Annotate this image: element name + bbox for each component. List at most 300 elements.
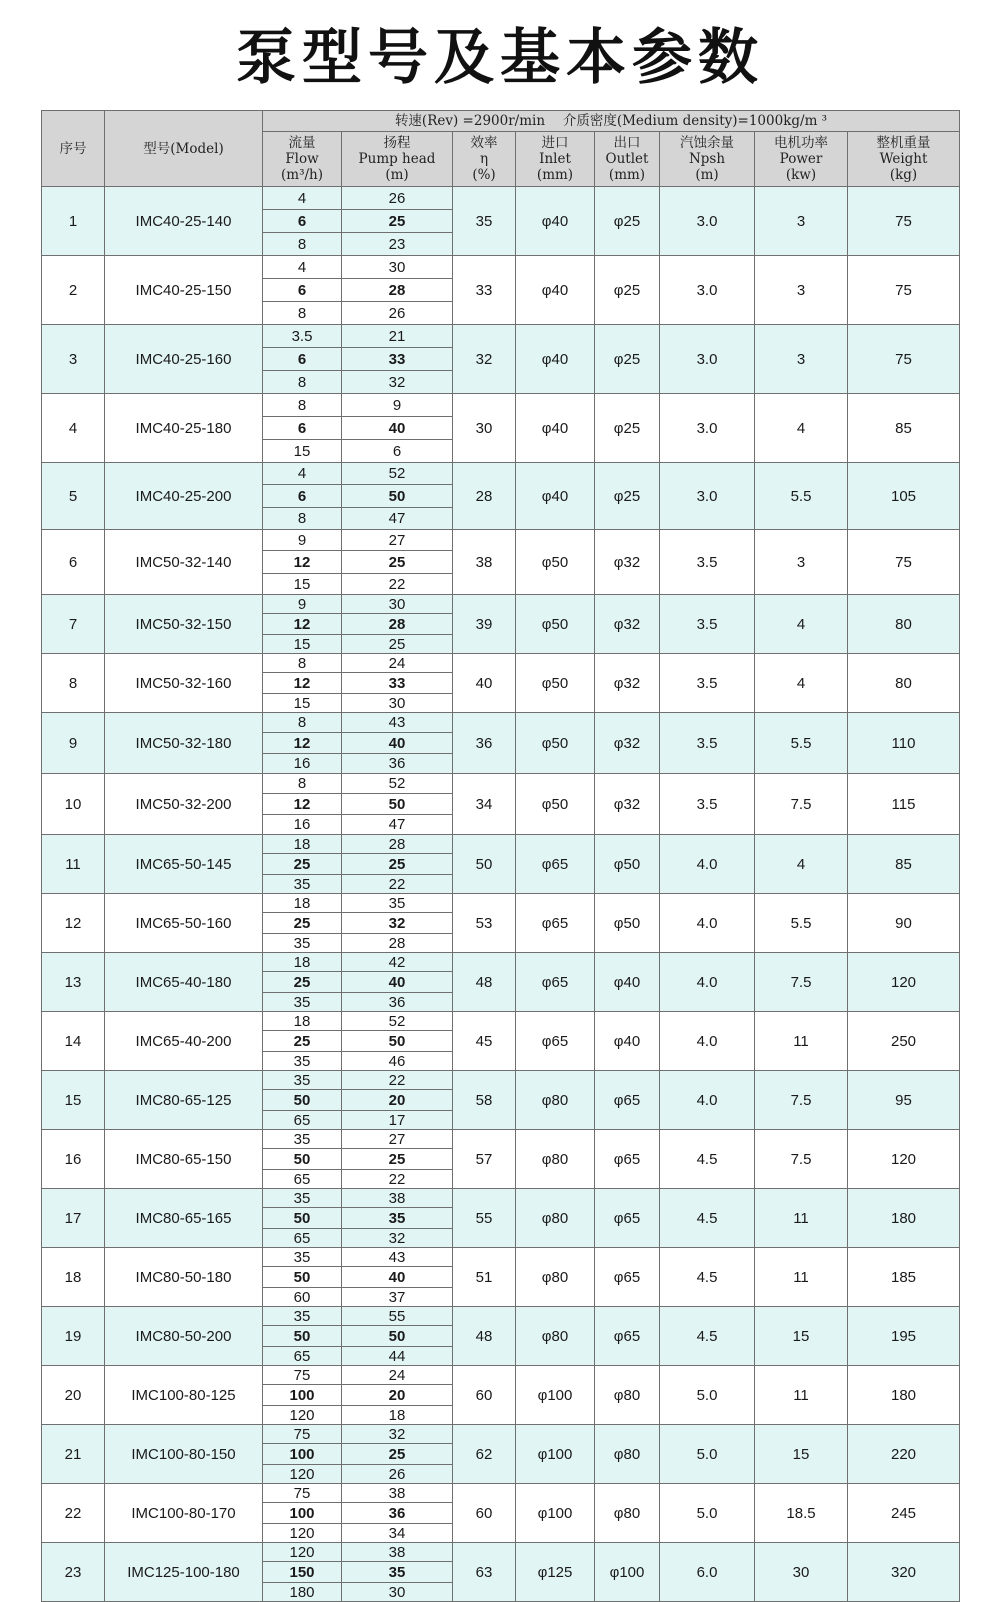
cell-flow: 120 — [263, 1543, 342, 1562]
header-weight-line: (kg) — [889, 167, 918, 183]
cell-head: 26 — [342, 187, 453, 210]
cell-flow: 100 — [263, 1444, 342, 1465]
cell-efficiency: 40 — [453, 654, 516, 713]
header-flow-line: 流量 — [288, 135, 316, 151]
cell-head: 55 — [342, 1307, 453, 1326]
cell-model: IMC50-32-150 — [105, 595, 263, 654]
header-outlet — [595, 132, 660, 187]
cell-power: 7.5 — [755, 953, 848, 1012]
cell-model: IMC100-80-150 — [105, 1425, 263, 1484]
cell-power: 7.5 — [755, 1130, 848, 1189]
cell-head: 40 — [342, 417, 453, 440]
cell-power: 3 — [755, 325, 848, 394]
cell-head: 50 — [342, 1031, 453, 1052]
cell-efficiency: 55 — [453, 1189, 516, 1248]
cell-outlet: φ65 — [595, 1307, 660, 1366]
header-outlet-line: Outlet — [605, 151, 649, 167]
cell-head: 50 — [342, 794, 453, 815]
cell-power: 3 — [755, 256, 848, 325]
cell-flow: 12 — [263, 733, 342, 754]
cell-model: IMC65-50-145 — [105, 835, 263, 894]
cell-head: 42 — [342, 953, 453, 972]
cell-power: 5.5 — [755, 894, 848, 953]
cell-power: 7.5 — [755, 774, 848, 835]
cell-outlet: φ40 — [595, 953, 660, 1012]
cell-head: 28 — [342, 279, 453, 302]
header-inlet-line: (mm) — [536, 167, 574, 183]
cell-inlet: φ40 — [516, 394, 595, 463]
cell-no: 3 — [42, 325, 105, 394]
header-eff-line: 效率 — [470, 135, 498, 151]
cell-model: IMC125-100-180 — [105, 1543, 263, 1602]
cell-flow: 25 — [263, 854, 342, 875]
cell-efficiency: 58 — [453, 1071, 516, 1130]
header-outlet-line: (mm) — [608, 167, 646, 183]
cell-flow: 60 — [263, 1288, 342, 1307]
cell-power: 7.5 — [755, 1071, 848, 1130]
cell-flow: 6 — [263, 485, 342, 508]
cell-flow: 50 — [263, 1208, 342, 1229]
cell-npsh: 3.5 — [660, 713, 755, 774]
cell-head: 20 — [342, 1090, 453, 1111]
cell-head: 24 — [342, 1366, 453, 1385]
table-row — [42, 1366, 960, 1385]
cell-flow: 25 — [263, 913, 342, 934]
cell-weight: 75 — [848, 256, 960, 325]
cell-flow: 4 — [263, 463, 342, 485]
cell-outlet: φ50 — [595, 835, 660, 894]
cell-flow: 8 — [263, 774, 342, 794]
cell-npsh: 4.5 — [660, 1248, 755, 1307]
cell-flow: 8 — [263, 713, 342, 733]
cell-head: 32 — [342, 1229, 453, 1248]
cell-outlet: φ40 — [595, 1012, 660, 1071]
cell-efficiency: 39 — [453, 595, 516, 654]
cell-head: 36 — [342, 754, 453, 774]
cell-flow: 35 — [263, 1189, 342, 1208]
cell-no: 12 — [42, 894, 105, 953]
cell-no: 23 — [42, 1543, 105, 1602]
table-row — [42, 595, 960, 614]
cell-npsh: 4.0 — [660, 894, 755, 953]
cell-head: 22 — [342, 875, 453, 894]
table-row — [42, 1071, 960, 1090]
cell-flow: 9 — [263, 530, 342, 551]
header-npsh-line: 汽蚀余量 — [680, 135, 734, 151]
cell-no: 8 — [42, 654, 105, 713]
cell-npsh: 4.5 — [660, 1130, 755, 1189]
cell-power: 5.5 — [755, 463, 848, 530]
cell-model: IMC50-32-140 — [105, 530, 263, 595]
header-npsh — [660, 132, 755, 187]
cell-npsh: 3.5 — [660, 530, 755, 595]
cell-efficiency: 60 — [453, 1366, 516, 1425]
cell-npsh: 5.0 — [660, 1484, 755, 1543]
cell-model: IMC50-32-200 — [105, 774, 263, 835]
cell-head: 32 — [342, 371, 453, 394]
header-power-line: 电机功率 — [774, 135, 828, 151]
cell-head: 26 — [342, 1465, 453, 1484]
cell-inlet: φ50 — [516, 774, 595, 835]
cell-flow: 8 — [263, 508, 342, 530]
cell-weight: 250 — [848, 1012, 960, 1071]
cell-weight: 120 — [848, 953, 960, 1012]
cell-head: 38 — [342, 1484, 453, 1503]
cell-inlet: φ100 — [516, 1425, 595, 1484]
cell-no: 2 — [42, 256, 105, 325]
cell-flow: 6 — [263, 348, 342, 371]
cell-outlet: φ25 — [595, 256, 660, 325]
cell-no: 1 — [42, 187, 105, 256]
cell-power: 18.5 — [755, 1484, 848, 1543]
cell-flow: 65 — [263, 1347, 342, 1366]
cell-flow: 8 — [263, 371, 342, 394]
cell-flow: 35 — [263, 875, 342, 894]
cell-efficiency: 36 — [453, 713, 516, 774]
cell-head: 43 — [342, 713, 453, 733]
cell-no: 13 — [42, 953, 105, 1012]
cell-head: 22 — [342, 1071, 453, 1090]
cell-flow: 3.5 — [263, 325, 342, 348]
header-weight-line: 整机重量 — [876, 135, 931, 151]
cell-flow: 9 — [263, 595, 342, 614]
cell-outlet: φ80 — [595, 1366, 660, 1425]
table-row — [42, 256, 960, 279]
cell-flow: 6 — [263, 417, 342, 440]
cell-flow: 12 — [263, 673, 342, 694]
cell-flow: 12 — [263, 614, 342, 635]
table-row — [42, 530, 960, 551]
cell-flow: 16 — [263, 754, 342, 774]
cell-model: IMC80-65-125 — [105, 1071, 263, 1130]
table-row — [42, 1307, 960, 1326]
cell-npsh: 4.0 — [660, 1012, 755, 1071]
cell-head: 36 — [342, 993, 453, 1012]
cell-model: IMC50-32-160 — [105, 654, 263, 713]
header-inlet-line: Inlet — [539, 151, 571, 167]
cell-npsh: 5.0 — [660, 1366, 755, 1425]
cell-flow: 65 — [263, 1111, 342, 1130]
cell-inlet: φ40 — [516, 187, 595, 256]
header-weight — [848, 132, 960, 187]
cell-outlet: φ25 — [595, 463, 660, 530]
table-row — [42, 894, 960, 913]
header-head-line: 扬程 — [383, 135, 411, 151]
cell-efficiency: 62 — [453, 1425, 516, 1484]
cell-flow: 50 — [263, 1090, 342, 1111]
cell-head: 30 — [342, 595, 453, 614]
cell-flow: 65 — [263, 1229, 342, 1248]
cell-inlet: φ80 — [516, 1130, 595, 1189]
cell-model: IMC50-32-180 — [105, 713, 263, 774]
cell-head: 46 — [342, 1052, 453, 1071]
cell-flow: 4 — [263, 256, 342, 279]
cell-power: 30 — [755, 1543, 848, 1602]
cell-no: 14 — [42, 1012, 105, 1071]
cell-no: 20 — [42, 1366, 105, 1425]
cell-flow: 75 — [263, 1366, 342, 1385]
cell-weight: 180 — [848, 1366, 960, 1425]
cell-model: IMC65-40-180 — [105, 953, 263, 1012]
cell-no: 10 — [42, 774, 105, 835]
header-eff-line: (%) — [472, 167, 496, 183]
cell-flow: 50 — [263, 1326, 342, 1347]
cell-npsh: 6.0 — [660, 1543, 755, 1602]
cell-head: 25 — [342, 210, 453, 233]
cell-no: 11 — [42, 835, 105, 894]
cell-flow: 18 — [263, 1012, 342, 1031]
cell-flow: 180 — [263, 1583, 342, 1602]
cell-flow: 18 — [263, 953, 342, 972]
cell-head: 34 — [342, 1524, 453, 1543]
table-row — [42, 187, 960, 210]
cell-outlet: φ32 — [595, 774, 660, 835]
table-row — [42, 835, 960, 854]
cell-npsh: 4.5 — [660, 1189, 755, 1248]
cell-weight: 220 — [848, 1425, 960, 1484]
cell-head: 35 — [342, 1562, 453, 1583]
cell-head: 38 — [342, 1189, 453, 1208]
cell-flow: 35 — [263, 1130, 342, 1149]
cell-power: 11 — [755, 1366, 848, 1425]
cell-flow: 15 — [263, 574, 342, 595]
cell-efficiency: 60 — [453, 1484, 516, 1543]
header-power-line: Power — [779, 151, 823, 167]
cell-weight: 185 — [848, 1248, 960, 1307]
cell-outlet: φ80 — [595, 1425, 660, 1484]
cell-weight: 95 — [848, 1071, 960, 1130]
cell-weight: 105 — [848, 463, 960, 530]
cell-inlet: φ50 — [516, 530, 595, 595]
cell-flow: 15 — [263, 694, 342, 713]
header-flow — [263, 132, 342, 187]
cell-flow: 12 — [263, 794, 342, 815]
cell-inlet: φ40 — [516, 325, 595, 394]
header-head-line: Pump head — [358, 151, 436, 167]
cell-model: IMC40-25-180 — [105, 394, 263, 463]
cell-model: IMC65-50-160 — [105, 894, 263, 953]
header-model: 型号(Model) — [105, 111, 263, 187]
cell-weight: 115 — [848, 774, 960, 835]
cell-model: IMC80-65-150 — [105, 1130, 263, 1189]
cell-head: 44 — [342, 1347, 453, 1366]
header-npsh-line: Npsh — [688, 151, 726, 167]
cell-head: 23 — [342, 233, 453, 256]
cell-npsh: 3.0 — [660, 394, 755, 463]
cell-model: IMC80-50-200 — [105, 1307, 263, 1366]
cell-flow: 6 — [263, 210, 342, 233]
cell-flow: 50 — [263, 1149, 342, 1170]
cell-outlet: φ65 — [595, 1189, 660, 1248]
header-conditions: 转速(Rev) =2900r/min 介质密度(Medium density)=1000kg/m ³ — [263, 111, 960, 132]
table-row — [42, 1425, 960, 1444]
cell-outlet: φ80 — [595, 1484, 660, 1543]
cell-efficiency: 30 — [453, 394, 516, 463]
cell-weight: 75 — [848, 530, 960, 595]
header-no: 序号 — [42, 111, 105, 187]
cell-inlet: φ80 — [516, 1071, 595, 1130]
cell-no: 15 — [42, 1071, 105, 1130]
cell-head: 40 — [342, 733, 453, 754]
table-row — [42, 1248, 960, 1267]
cell-flow: 35 — [263, 1071, 342, 1090]
cell-no: 18 — [42, 1248, 105, 1307]
cell-no: 9 — [42, 713, 105, 774]
cell-power: 15 — [755, 1425, 848, 1484]
cell-flow: 16 — [263, 815, 342, 835]
cell-flow: 35 — [263, 1052, 342, 1071]
cell-efficiency: 51 — [453, 1248, 516, 1307]
cell-model: IMC40-25-140 — [105, 187, 263, 256]
cell-head: 27 — [342, 1130, 453, 1149]
cell-head: 22 — [342, 1170, 453, 1189]
cell-head: 38 — [342, 1543, 453, 1562]
cell-outlet: φ65 — [595, 1071, 660, 1130]
cell-flow: 35 — [263, 993, 342, 1012]
cell-flow: 15 — [263, 440, 342, 463]
cell-no: 21 — [42, 1425, 105, 1484]
cell-no: 5 — [42, 463, 105, 530]
table-row — [42, 953, 960, 972]
cell-weight: 75 — [848, 325, 960, 394]
header-flow-line: Flow — [285, 151, 319, 167]
cell-no: 22 — [42, 1484, 105, 1543]
cell-head: 47 — [342, 508, 453, 530]
cell-outlet: φ65 — [595, 1248, 660, 1307]
header-npsh-line: (m) — [695, 167, 719, 183]
cell-power: 4 — [755, 595, 848, 654]
cell-head: 40 — [342, 1267, 453, 1288]
cell-model: IMC100-80-125 — [105, 1366, 263, 1425]
cell-head: 30 — [342, 1583, 453, 1602]
cell-inlet: φ40 — [516, 256, 595, 325]
cell-head: 20 — [342, 1385, 453, 1406]
cell-efficiency: 34 — [453, 774, 516, 835]
cell-flow: 15 — [263, 635, 342, 654]
cell-head: 25 — [342, 854, 453, 875]
cell-head: 21 — [342, 325, 453, 348]
cell-npsh: 4.0 — [660, 953, 755, 1012]
cell-head: 43 — [342, 1248, 453, 1267]
cell-outlet: φ50 — [595, 894, 660, 953]
header-power-line: (kw) — [785, 167, 817, 183]
cell-head: 50 — [342, 485, 453, 508]
cell-head: 35 — [342, 1208, 453, 1229]
cell-head: 25 — [342, 551, 453, 574]
cell-efficiency: 50 — [453, 835, 516, 894]
cell-head: 33 — [342, 348, 453, 371]
header-flow-line: (m³/h) — [281, 167, 323, 183]
cell-head: 26 — [342, 302, 453, 325]
cell-head: 28 — [342, 934, 453, 953]
cell-inlet: φ40 — [516, 463, 595, 530]
cell-flow: 100 — [263, 1503, 342, 1524]
cell-power: 4 — [755, 654, 848, 713]
table-row — [42, 774, 960, 794]
cell-inlet: φ65 — [516, 1012, 595, 1071]
header-eff-line: η — [479, 151, 489, 167]
cell-head: 33 — [342, 673, 453, 694]
cell-head: 52 — [342, 463, 453, 485]
cell-no: 6 — [42, 530, 105, 595]
header-outlet-line: 出口 — [613, 135, 641, 151]
cell-npsh: 3.5 — [660, 774, 755, 835]
cell-efficiency: 48 — [453, 953, 516, 1012]
cell-weight: 120 — [848, 1130, 960, 1189]
cell-head: 52 — [342, 774, 453, 794]
cell-inlet: φ100 — [516, 1484, 595, 1543]
cell-power: 11 — [755, 1189, 848, 1248]
cell-head: 40 — [342, 972, 453, 993]
cell-flow: 18 — [263, 835, 342, 854]
cell-head: 28 — [342, 614, 453, 635]
cell-head: 28 — [342, 835, 453, 854]
cell-head: 35 — [342, 894, 453, 913]
table-row — [42, 713, 960, 733]
cell-flow: 35 — [263, 1248, 342, 1267]
cell-weight: 85 — [848, 835, 960, 894]
cell-head: 30 — [342, 256, 453, 279]
cell-no: 16 — [42, 1130, 105, 1189]
cell-head: 25 — [342, 635, 453, 654]
cell-flow: 8 — [263, 302, 342, 325]
table-row — [42, 1189, 960, 1208]
cell-flow: 50 — [263, 1267, 342, 1288]
cell-weight: 75 — [848, 187, 960, 256]
cell-efficiency: 28 — [453, 463, 516, 530]
table-row — [42, 1543, 960, 1562]
cell-inlet: φ100 — [516, 1366, 595, 1425]
cell-flow: 120 — [263, 1465, 342, 1484]
cell-weight: 90 — [848, 894, 960, 953]
cell-flow: 8 — [263, 233, 342, 256]
cell-npsh: 4.5 — [660, 1307, 755, 1366]
header-power — [755, 132, 848, 187]
table-row — [42, 654, 960, 673]
cell-efficiency: 45 — [453, 1012, 516, 1071]
cell-head: 47 — [342, 815, 453, 835]
cell-flow: 120 — [263, 1406, 342, 1425]
cell-head: 24 — [342, 654, 453, 673]
cell-head: 50 — [342, 1326, 453, 1347]
cell-flow: 4 — [263, 187, 342, 210]
cell-outlet: φ25 — [595, 394, 660, 463]
cell-flow: 35 — [263, 1307, 342, 1326]
cell-efficiency: 48 — [453, 1307, 516, 1366]
cell-weight: 85 — [848, 394, 960, 463]
cell-flow: 35 — [263, 934, 342, 953]
header-inlet-line: 进口 — [541, 135, 569, 151]
cell-flow: 150 — [263, 1562, 342, 1583]
cell-npsh: 3.0 — [660, 187, 755, 256]
cell-inlet: φ80 — [516, 1189, 595, 1248]
cell-head: 37 — [342, 1288, 453, 1307]
cell-npsh: 5.0 — [660, 1425, 755, 1484]
header-inlet — [516, 132, 595, 187]
cell-power: 4 — [755, 835, 848, 894]
cell-flow: 8 — [263, 654, 342, 673]
cell-npsh: 4.0 — [660, 1071, 755, 1130]
table-row — [42, 1130, 960, 1149]
cell-head: 9 — [342, 394, 453, 417]
cell-model: IMC40-25-150 — [105, 256, 263, 325]
page-title: 泵型号及基本参数 — [236, 23, 764, 93]
cell-flow: 25 — [263, 1031, 342, 1052]
cell-flow: 75 — [263, 1425, 342, 1444]
cell-no: 4 — [42, 394, 105, 463]
cell-flow: 100 — [263, 1385, 342, 1406]
cell-outlet: φ32 — [595, 595, 660, 654]
